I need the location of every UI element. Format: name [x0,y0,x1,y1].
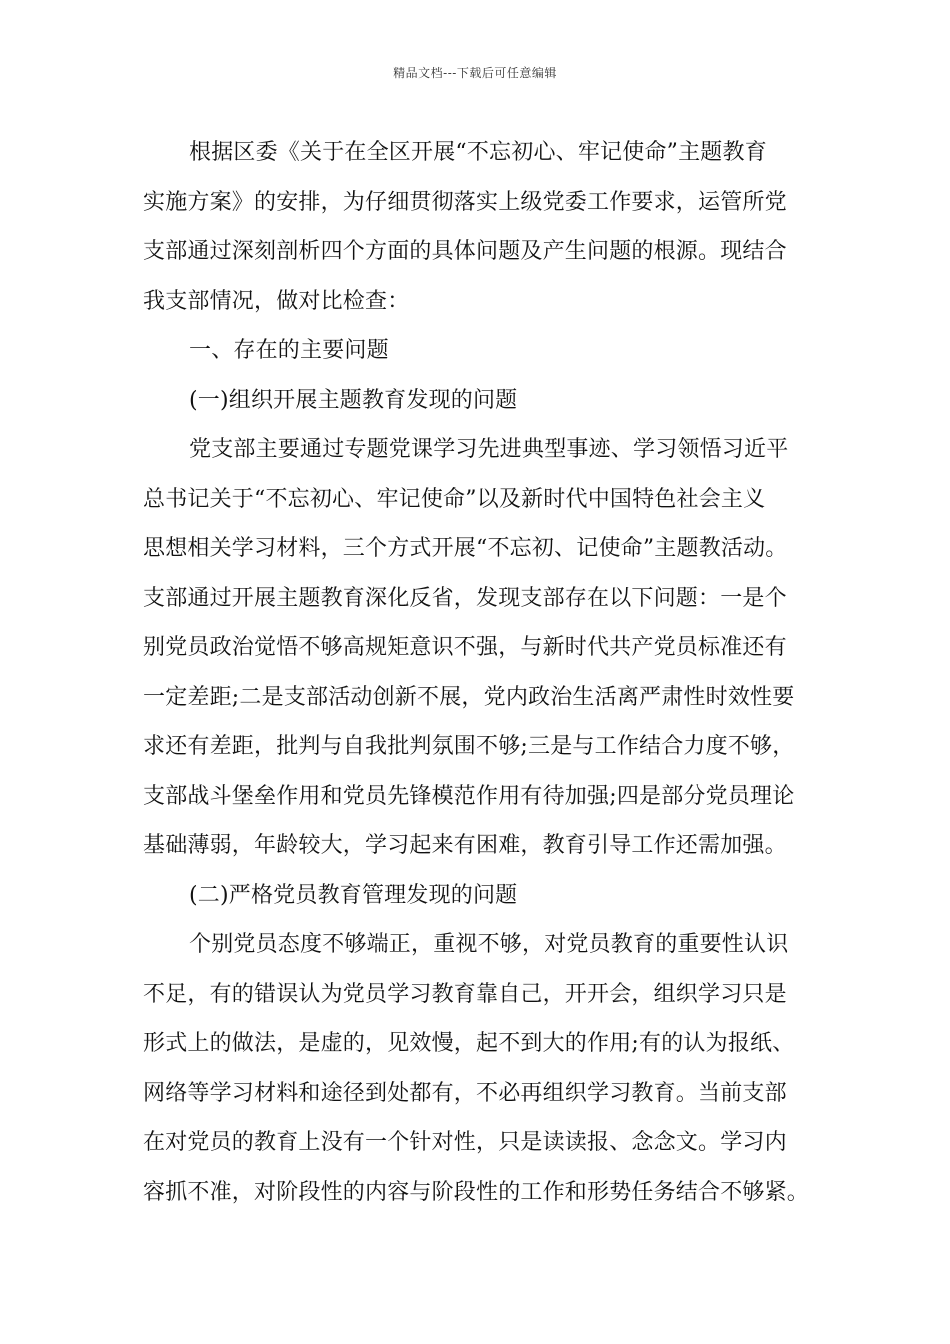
page-header: 精品文档---下载后可任意编辑 [393,66,557,80]
paragraph-line: 总书记关于“不忘初心、牢记使命”以及新时代中国特色社会主义 [143,486,766,512]
paragraph-line: 思想相关学习材料，三个方式开展“不忘初、记使命”主题教活动。 [143,536,788,561]
paragraph-line: 求还有差距，批判与自我批判氛围不够;三是与工作结合力度不够， [143,734,795,759]
paragraph-line: 根据区委《关于在全区开展“不忘初心、牢记使命”主题教育 [189,140,767,165]
paragraph-line: 容抓不准，对阶段性的内容与阶段性的工作和形势任务结合不够紧。 [143,1179,810,1205]
paragraph-line: 一定差距;二是支部活动创新不展，党内政治生活离严肃性时效性要 [143,684,795,710]
document-body [143,128,823,1217]
paragraph-line: 基础薄弱，年龄较大，学习起来有困难，教育引导工作还需加强。 [143,833,787,858]
paragraph-line: 我支部情况，做对比检查： [143,288,410,314]
subsection-heading: (二)严格党员教育管理发现的问题 [189,882,518,908]
paragraph-line: 个别党员态度不够端正，重视不够，对党员教育的重要性认识 [189,932,789,957]
paragraph-line: 支部通过开展主题教育深化反省，发现支部存在以下问题：一是个 [143,585,787,611]
paragraph-line: 形式上的做法，是虚的，见效慢，起不到大的作用;有的认为报纸、 [143,1031,795,1056]
paragraph-line: 别党员政治觉悟不够高规矩意识不强，与新时代共产党员标准还有 [143,635,787,660]
paragraph-line: 网络等学习材料和途径到处都有，不必再组织学习教育。当前支部 [143,1080,787,1106]
paragraph-line: 党支部主要通过专题党课学习先进典型事迹、学习领悟习近平 [189,437,789,462]
paragraph-line: 支部战斗堡垒作用和党员先锋模范作用有待加强;四是部分党员理论 [143,783,795,809]
paragraph-line: 支部通过深刻剖析四个方面的具体问题及产生问题的根源。现结合 [143,239,787,264]
paragraph-line: 在对党员的教育上没有一个针对性，只是读读报、念念文。学习内 [143,1130,787,1155]
paragraph-line: 不足，有的错误认为党员学习教育靠自己，开开会，组织学习只是 [143,981,787,1007]
subsection-heading: (一)组织开展主题教育发现的问题 [189,387,518,413]
paragraph-line: 实施方案》的安排，为仔细贯彻落实上级党委工作要求，运管所党 [143,189,787,215]
section-heading: 一、存在的主要问题 [189,338,389,363]
